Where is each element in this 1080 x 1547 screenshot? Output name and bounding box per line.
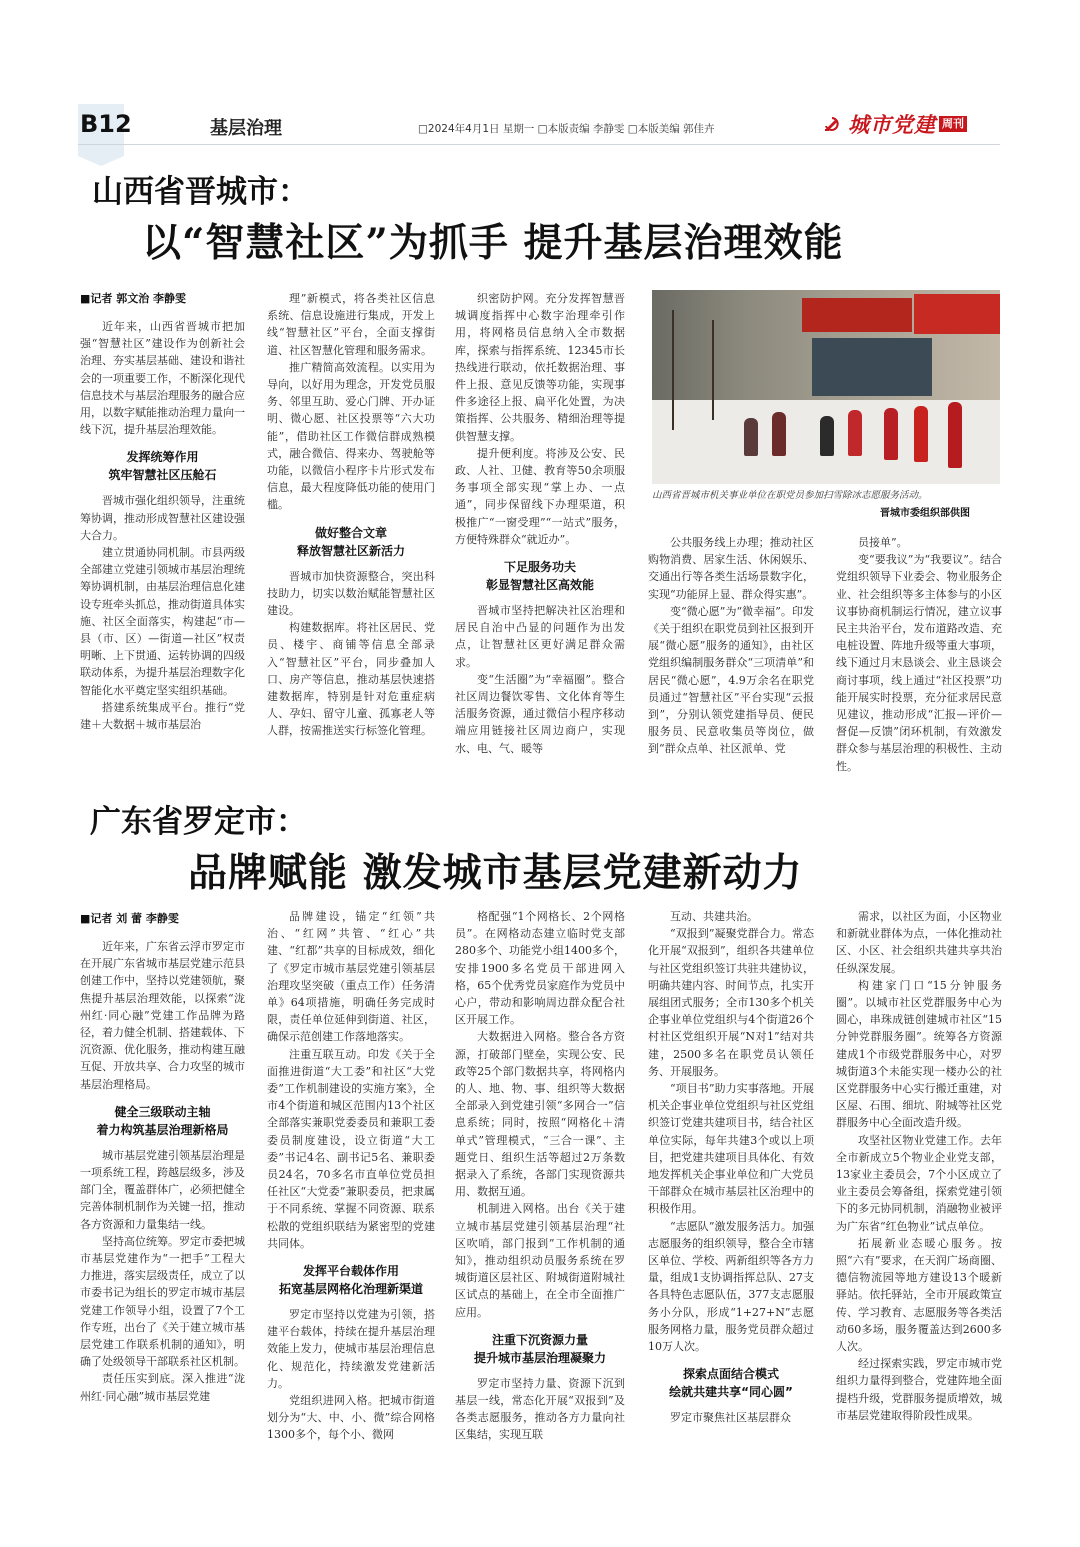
subheading: 下足服务功夫 — [503, 560, 576, 575]
paragraph: 近年来，山西省晋城市把加强“智慧社区”建设作为创新社会治理、夯实基层基础、建设和谐社会的一项重要工作，不断深化现代信息技术与基层治理服务的融合应用，以数字赋能推动治理力量向一线下沉，提升基层治理效能。 — [80, 320, 245, 437]
paragraph: 变“生活圈”为“幸福圈”。整合社区周边餐饮零售、文化体育等生活服务资源，通过微信小程序移动端应用链接社区周边商户，实现水、电、气、暖等 — [455, 672, 625, 755]
photo-caption: 山西省晋城市机关事业单位在职党员参加扫雪除冰志愿服务活动。 — [652, 490, 928, 501]
article2-col-5 — [836, 908, 1002, 1460]
subheading: 发挥平台载体作用 — [302, 1264, 399, 1279]
subheading: 彰显智慧社区高效能 — [485, 578, 594, 593]
paragraph: 公共服务线上办理；推动社区购物消费、居家生活、休闲娱乐、交通出行等各类生活场景数字化，实现“功能屏上显、群众得实惠”。 — [648, 536, 814, 601]
subheading: 健全三级联动主轴 — [114, 1104, 211, 1119]
paragraph: 变“要我议”为“我要议”。结合党组织领导下业委会、物业服务企业、社会组织等多主体参与的小区议事协商机制运行情况，建立议事民主共治平台，发布道路改造、充电桩设置、阵地升级等重大事项，线下通过月末恳谈会、业主恳谈会商讨事项，线上通过“社区投票”功能开展实时投票，充分征求居民意见建议，推动形成“汇报—评价—督促—反馈”闭环机制，有效激发群众参与基层治理的积极性、主动性。 — [836, 553, 1002, 773]
logo-badge: 周刊 — [939, 116, 967, 132]
masthead-rule — [78, 144, 1000, 145]
subheading: 发挥统筹作用 — [126, 450, 199, 465]
paragraph: 构建家门口“15分钟服务圈”。以城市社区党群服务中心为圆心，串珠成链创建城市社区“15分钟党群服务圈”。统筹各方资源建成1个市级党群服务中心，对罗城街道3个未能实现一楼办公的社区党群服务中心实行搬迁重建，对区屋、石围、细坑、附城等社区党群服务中心全面改造升级。 — [836, 978, 1002, 1130]
paragraph: 大数据进入网格。整合各方资源，打破部门壁垒，实现公安、民政等25个部门数据共享，将网格内的人、地、物、事、组织等大数据全部录入到党建引领“多网合一”信息系统；同时，按照“网格化＋清单式”管理模式，“三合一课”、主题党日、组织生活等超过2万条数据录入了系统，各部门实现资源共用、数据互通。 — [455, 1030, 625, 1199]
paragraph: 近年来，广东省云浮市罗定市在开展广东省城市基层党建示范县创建工作中，坚持以党建领航，聚焦提升基层治理效能，以探索“泷州红·同心融”党建工作品牌为路径，着力健全机制、搭建载体、下沉资源、优化服务，推动构建互融互促、开放共享、合力攻坚的城市基层治理格局。 — [80, 940, 245, 1091]
article1-col-1 — [80, 318, 245, 790]
subheading: 提升城市基层治理凝聚力 — [473, 1350, 606, 1365]
article1-headline: 以“智慧社区”为抓手 提升基层治理效能 — [142, 220, 844, 266]
paragraph: 品牌建设，锚定“红领”共治、“红网”共管、“红心”共建、“红都”共享的目标成效，细化了《罗定市城市基层党建引领基层治理攻坚突破（重点工作）任务清单》64项措施，明确任务完成时限，责任单位延伸到街道、社区，确保示范创建工作落地落实。 — [267, 910, 435, 1044]
news-photo — [652, 290, 1000, 484]
paragraph: 晋城市加快资源整合，突出科技助力，切实以数治赋能智慧社区建设。 — [267, 569, 435, 618]
paragraph: 罗定市坚持以党建为引领，搭建平台载体，持续在提升基层治理效能上发力，使城市基层治理信息化、规范化，持续激发党建新活力。 — [267, 1308, 435, 1390]
article2-col-1 — [80, 938, 245, 1460]
paragraph: 建立贯通协同机制。市县两级全部建立党建引领城市基层治理统筹协调机制，由基层治理信息化建设专班牵头抓总，推动街道具体实施、社区全面落实，构建起“市—县（市、区）—街道—社区”权责明晰、上下贯通、运转协调的四级联动体系，为提升基层治理数字化智能化水平奠定坚实组织基础。 — [80, 546, 245, 697]
paragraph: “项目书”助力实事落地。开展机关企事业单位党组织与社区党组织签订党建共建项目书，结合社区单位实际，每年共建3个或以上项目，把党建共建项目具体化、有效地发挥机关企事业单位和广大党员干部群众在城市基层社区治理中的积极作用。 — [648, 1082, 814, 1216]
paragraph: “双报到”凝聚党群合力。常态化开展“双报到”，组织各共建单位与社区党组织签订共驻共建协议，明确共建内容、时间节点，扎实开展组团式服务；全市130多个机关企事业单位党组织与4个街道26个村社区党组织开展“N对1”结对共建，2500多名在职党员认领任务、开展服务。 — [648, 927, 814, 1078]
paragraph: 需求，以社区为面，小区物业和新就业群体为点，一体化推动社区、小区、社会组织共建共享共治任纵深发展。 — [836, 910, 1002, 975]
logo-text: 城市党建 — [848, 112, 936, 137]
paragraph: 晋城市坚持把解决社区治理和居民自治中凸显的问题作为出发点，让智慧社区更好满足群众需求。 — [455, 604, 625, 669]
article1-col-4 — [648, 534, 814, 790]
paragraph: 变“微心愿”为“微幸福”。印发《关于组织在职党员到社区报到开展“微心愿”服务的通知》，由社区党组织编制服务群众“三项清单”和居民“微心愿”，4.9万余名在职党员通过“智慧社区”平台实现“云报到”，分别认领党建指导员、便民服务员、民意收集员等岗位，做到“群众点单、社区派单、党 — [648, 604, 814, 756]
paragraph: 罗定市坚持力量、资源下沉到基层一线，常态化开展“双报到”及各类志愿服务，推动各方力量向社区集结，实现互联 — [455, 1376, 625, 1442]
article1-col-2 — [267, 290, 435, 790]
paragraph: “志愿队”激发服务活力。加强志愿服务的组织领导，整合全市辖区单位、学校、两新组织等各方力量，组成1支协调指挥总队、27支各具特色志愿队伍，377支志愿服务小分队，形成“1+27+N”志愿服务网格力量，服务党员群众超过10万人次。 — [648, 1219, 814, 1354]
paragraph: 罗定市聚焦社区基层群众 — [670, 1411, 791, 1425]
paragraph: 拓展新业态暖心服务。按照“六有”要求，在天润广场商圈、德信物流园等地方建设13个暖新驿站。依托驿站，全市开展政策宣传、学习教育、志愿服务等各类活动60多场，服务覆盖达到2600多人次。 — [836, 1236, 1002, 1354]
article1-col-5 — [836, 534, 1002, 790]
paragraph: 搭建系统集成平台。推行“党建＋大数据＋城市基层治 — [80, 700, 245, 732]
paragraph: 推广精简高效流程。以实用为导向，以好用为理念，开发党员服务、邻里互助、爱心门牌、开办证明、微心愿、社区投票等“六大功能”，借助社区工作微信群成熟模式，融合微信、得来办、驾驶舱等功能，以微信小程序卡片形式发布信息，最大程度降低功能的使用门槛。 — [267, 360, 435, 512]
party-emblem-icon — [822, 114, 842, 134]
paragraph: 坚持高位统筹。罗定市委把城市基层党建作为“一把手”工程大力推进，落实层级责任，成立了以市委书记为组长的罗定市城市基层党建工作领导小组，设置了7个工作专班，出台了《关于建立城市基层党建工作联系机制的通知》，明确了处级领导干部联系社区机制。 — [80, 1234, 245, 1369]
article1-byline: ■记者 郭文治 李静雯 — [80, 292, 187, 305]
publication-logo — [822, 112, 967, 136]
article2-col-4 — [648, 908, 814, 1460]
paragraph: 织密防护网。充分发挥智慧晋城调度指挥中心数字治理牵引作用，将网格员信息纳入全市数据库，探索与指挥系统、12345市长热线进行联动，依托数据治理、事件上报、意见反馈等功能，实现事件多途径上报、扁平化处置，为决策指挥、公共服务、精细治理等提供智慧支撑。 — [455, 292, 625, 443]
subheading: 着力构筑基层治理新格局 — [96, 1122, 229, 1137]
page-number: B12 — [80, 110, 132, 138]
edition-info: □2024年4月1日 星期一 □本版责编 李静雯 □本版美编 郭佳卉 — [418, 123, 715, 135]
article2-col-2 — [267, 908, 435, 1460]
article1-col-3 — [455, 290, 625, 790]
paragraph: 格配强“1个网格长、2个网格员”。在网格动态建立临时党支部280多个、功能党小组1400多个，安排1900多名党员干部进网入格，65个优秀党员家庭作为党员中心户，带动和影响周边群众配合社区开展工作。 — [455, 910, 625, 1027]
subheading: 释放智慧社区新活力 — [296, 543, 405, 558]
article2-byline: ■记者 刘 蕾 李静雯 — [80, 912, 179, 925]
paragraph: 提升便利度。将涉及公安、民政、人社、卫健、教育等50余项服务事项全部实现“掌上办、一点通”，同步保留线下办理渠道，积极推广“一窗受理”“一站式”服务，方便特殊群众“就近办”。 — [455, 446, 625, 546]
paragraph: 机制进入网格。出台《关于建立城市基层党建引领基层治理“社区吹哨，部门报到”工作机制的通知》，推动组织动员服务系统在罗城街道区层社区、附城街道附城社区试点的基础上，在全市全面推广应用。 — [455, 1202, 625, 1319]
paragraph: 注重互联互动。印发《关于全面推进街道“大工委”和社区“大党委”工作机制建设的实施方案》，全市4个街道和城区范围内13个社区全部落实兼职党委委员和兼职工委委员制度建设，设立街道“大工委”书记4名、副书记5名、兼职委员24名，70多名市直单位党员担任社区“大党委”兼职委员，把隶属于不同系统、掌握不同资源、联系松散的党组织联结为紧密型的党建共同体。 — [267, 1047, 435, 1250]
section-name: 基层治理 — [210, 118, 282, 139]
paragraph: 经过探索实践，罗定市城市党组织力量得到整合，党建阵地全面提档升级，党群服务提质增效，城市基层党建取得阶段性成果。 — [836, 1357, 1002, 1422]
article1-kicker: 山西省晋城市： — [92, 174, 309, 210]
subheading: 注重下沉资源力量 — [491, 1332, 588, 1347]
paragraph: 党组织进网入格。把城市街道划分为“大、中、小、微”综合网格1300多个，每个小、微网 — [267, 1394, 435, 1442]
subheading: 拓宽基层网格化治理新渠道 — [278, 1282, 423, 1297]
paragraph: 攻坚社区物业党建工作。去年全市新成立5个物业企业党支部，13家业主委员会，7个小区成立了业主委员会筹备组，探索党建引领下的多元协同机制，消融物业被评为广东省“红色物业”试点单位。 — [836, 1133, 1002, 1233]
subheading: 绘就共建共享“同心圆” — [669, 1385, 793, 1400]
paragraph: 理”新模式，将各类社区信息系统、信息设施进行集成，开发上线“智慧社区”平台，全面支撑街道、社区智慧化管理和服务需求。 — [267, 292, 435, 357]
article2-col-3 — [455, 908, 625, 1460]
paragraph: 责任压实到底。深入推进“泷州红·同心融”城市基层党建 — [80, 1372, 245, 1403]
paragraph: 员接单”。 — [858, 536, 908, 549]
subheading: 筑牢智慧社区压舱石 — [108, 468, 217, 483]
paragraph: 晋城市强化组织领导，注重统筹协调，推动形成智慧社区建设强大合力。 — [80, 494, 245, 542]
paragraph: 互动、共建共治。 — [670, 910, 758, 923]
article2-kicker: 广东省罗定市： — [90, 804, 307, 840]
paragraph: 构建数据库。将社区居民、党员、楼宇、商铺等信息全部录入“智慧社区”平台，同步叠加人口、房产等信息，推动基层快速搭建数据库，特别是针对危重症病人、孕妇、留守儿童、孤寡老人等人群，按需推送实行标签化管理。 — [267, 621, 435, 738]
photo-credit: 晋城市委组织部供图 — [880, 508, 970, 519]
subheading: 做好整合文章 — [314, 525, 387, 540]
subheading: 探索点面结合模式 — [682, 1367, 779, 1382]
article2-headline: 品牌赋能 激发城市基层党建新动力 — [188, 850, 803, 896]
paragraph: 城市基层党建引领基层治理是一项系统工程，跨越层级多，涉及部门全，覆盖群体广，必须把健全完善体制机制作为关键一招，推动各方资源和力量集结一线。 — [80, 1148, 245, 1231]
